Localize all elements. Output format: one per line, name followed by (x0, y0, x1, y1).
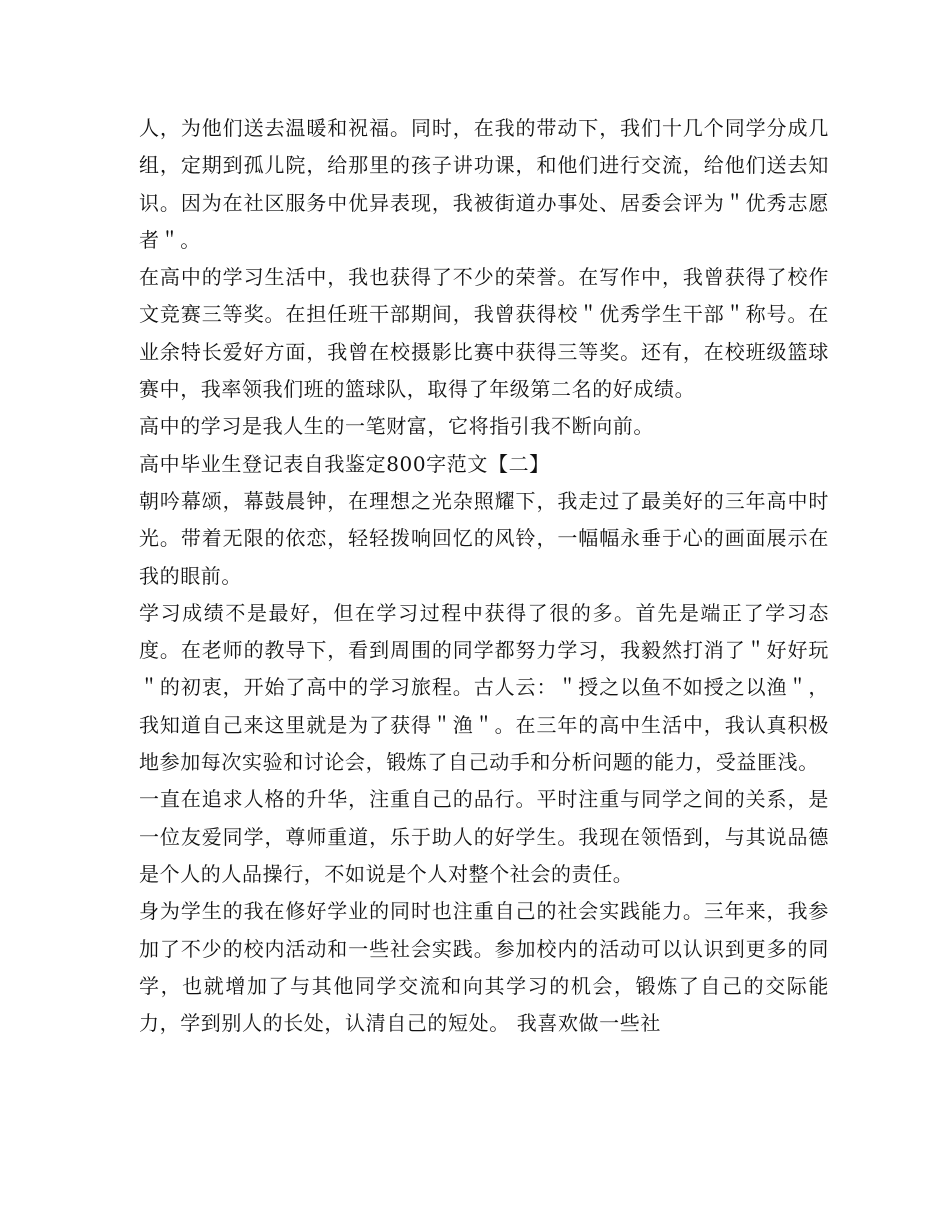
paragraph-3: 高中的学习是我人生的一笔财富，它将指引我不断向前。 (139, 414, 654, 439)
paragraph-8: 身为学生的我在修好学业的同时也注重自己的社会实践能力。三年来，我参加了不少的校内活动和一些社会实践。参加校内的活动可以认识到更多的同学，也就增加了与其他同学交流和向其学习的机会，锻炼了自己的交际能力，学到别人的长处，认清自己的短处。 我喜欢做一些社 (139, 899, 829, 1036)
document-body (139, 110, 829, 1042)
paragraph-7: 一直在追求人格的升华，注重自己的品行。平时注重与同学之间的关系，是一位友爱同学，尊师重道，乐于助人的好学生。我现在领悟到，与其说品德是个人的人品操行，不如说是个人对整个社会的责任。 (139, 787, 829, 886)
paragraph-6: 学习成绩不是最好，但在学习过程中获得了很的多。首先是端正了学习态度。在老师的教导下，看到周围的同学都努力学习，我毅然打消了＂好好玩＂的初衷，开始了高中的学习旅程。古人云：＂授之以鱼不如授之以渔＂，我知道自己来这里就是为了获得＂渔＂。在三年的高中生活中，我认真积极地参加每次实验和讨论会，锻炼了自己动手和分析问题的能力，受益匪浅。 (139, 600, 829, 775)
paragraph-2: 在高中的学习生活中，我也获得了不少的荣誉。在写作中，我曾获得了校作文竞赛三等奖。在担任班干部期间，我曾获得校＂优秀学生干部＂称号。在业余特长爱好方面，我曾在校摄影比赛中获得三等奖。还有，在校班级篮球赛中，我率领我们班的篮球队，取得了年级第二名的好成绩。 (139, 265, 829, 402)
paragraph-5: 朝吟幕颂，幕鼓晨钟，在理想之光杂照耀下，我走过了最美好的三年高中时光。带着无限的依恋，轻轻拨响回忆的风铃，一幅幅永垂于心的画面展示在我的眼前。 (139, 488, 829, 588)
paragraph-1: 人，为他们送去温暖和祝福。同时，在我的带动下，我们十几个同学分成几组，定期到孤儿院，给那里的孩子讲功课，和他们进行交流，给他们送去知识。因为在社区服务中优异表现，我被街道办事处、居委会评为＂优秀志愿者＂。 (139, 116, 829, 252)
section-heading: 高中毕业生登记表自我鉴定800字范文【二】 (139, 451, 550, 476)
